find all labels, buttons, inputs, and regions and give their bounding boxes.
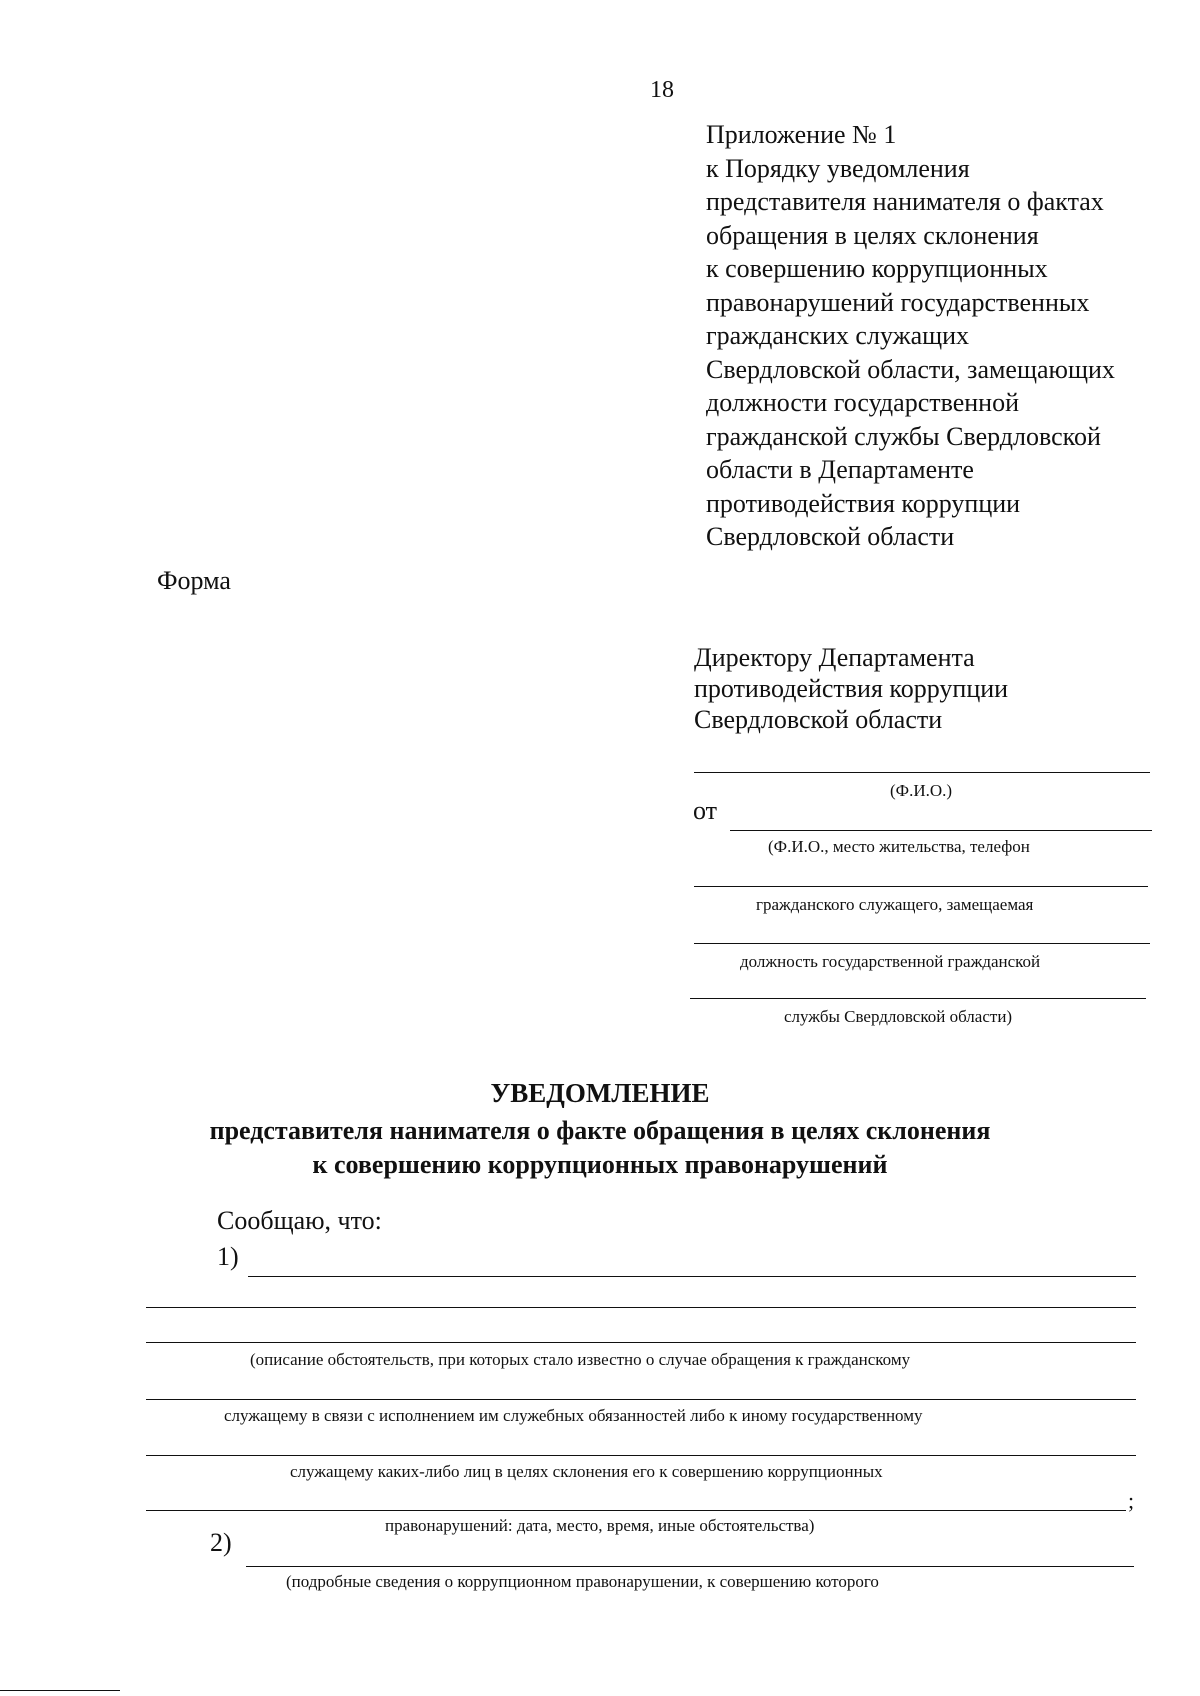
appendix-line: правонарушений государственных xyxy=(706,287,1090,317)
from-caption: должность государственной гражданской xyxy=(740,952,1041,971)
appendix-line: должности государственной xyxy=(706,388,1020,417)
item1-blank-line[interactable] xyxy=(146,1307,1136,1308)
item1-blank-line[interactable] xyxy=(146,1455,1136,1456)
addressee-line: противодействия коррупции xyxy=(694,674,1009,703)
item-number: 1) xyxy=(217,1242,239,1271)
item2-caption: (подробные сведения о коррупционном правонарушении, к совершению которого xyxy=(286,1572,879,1591)
item1-blank-line[interactable] xyxy=(146,1342,1136,1343)
item1-blank-line[interactable] xyxy=(146,1399,1136,1400)
from-caption: (Ф.И.О., место жительства, телефон xyxy=(768,837,1030,856)
notice-subtitle: к совершению коррупционных правонарушений xyxy=(312,1150,888,1179)
item1-caption: служащему каких-либо лиц в целях склонения его к совершению коррупционных xyxy=(290,1462,883,1481)
item1-caption: (описание обстоятельств, при которых стало известно о случае обращения к гражданскому xyxy=(250,1350,911,1369)
appendix-line: обращения в целях склонения xyxy=(706,220,1039,250)
report-intro: Сообщаю, что: xyxy=(217,1206,382,1235)
form-label: Форма xyxy=(157,566,231,595)
appendix-line: Свердловской области xyxy=(706,522,955,551)
from-blank-line[interactable] xyxy=(730,830,1152,831)
appendix-line: противодействия коррупции xyxy=(706,488,1021,518)
fio-caption: (Ф.И.О.) xyxy=(890,781,953,800)
from-caption: службы Свердловской области) xyxy=(784,1007,1013,1026)
from-caption: гражданского служащего, замещаемая xyxy=(756,895,1034,914)
addressee-line: Свердловской области xyxy=(694,705,943,734)
appendix-header xyxy=(706,118,1115,554)
appendix-line: гражданских служащих xyxy=(706,321,970,350)
notice-title: УВЕДОМЛЕНИЕ xyxy=(490,1078,710,1108)
item1-caption: служащему в связи с исполнением им служебных обязанностей либо к иному государственному xyxy=(224,1406,923,1425)
notice-subtitle: представителя нанимателя о факте обращения в целях склонения xyxy=(209,1116,991,1145)
appendix-line: представителя нанимателя о фактах xyxy=(706,187,1104,216)
appendix-line: гражданской службы Свердловской xyxy=(706,421,1101,451)
addressee-block xyxy=(694,642,1008,735)
addressee-line: Директору Департамента xyxy=(694,643,975,672)
appendix-line: области в Департаменте xyxy=(706,455,974,484)
item1-caption: правонарушений: дата, место, время, иные обстоятельства) xyxy=(385,1516,815,1535)
item1-blank-line[interactable] xyxy=(146,1510,1126,1511)
appendix-line: к совершению коррупционных xyxy=(706,254,1048,283)
from-blank-line[interactable] xyxy=(694,886,1148,887)
item2-blank-line[interactable] xyxy=(246,1566,1134,1567)
item-number: 2) xyxy=(210,1528,232,1557)
appendix-line: Свердловской области, замещающих xyxy=(706,354,1115,384)
item1-blank-line[interactable] xyxy=(248,1276,1136,1277)
footnote-rule xyxy=(0,1690,120,1691)
from-label: от xyxy=(693,796,718,825)
from-blank-line[interactable] xyxy=(694,943,1150,944)
semicolon-mark: ; xyxy=(1128,1488,1135,1513)
fio-blank-line[interactable] xyxy=(694,772,1150,773)
from-blank-line[interactable] xyxy=(690,998,1146,999)
page-number: 18 xyxy=(650,77,674,103)
appendix-line: к Порядку уведомления xyxy=(706,153,970,183)
appendix-line: Приложение № 1 xyxy=(706,120,897,149)
